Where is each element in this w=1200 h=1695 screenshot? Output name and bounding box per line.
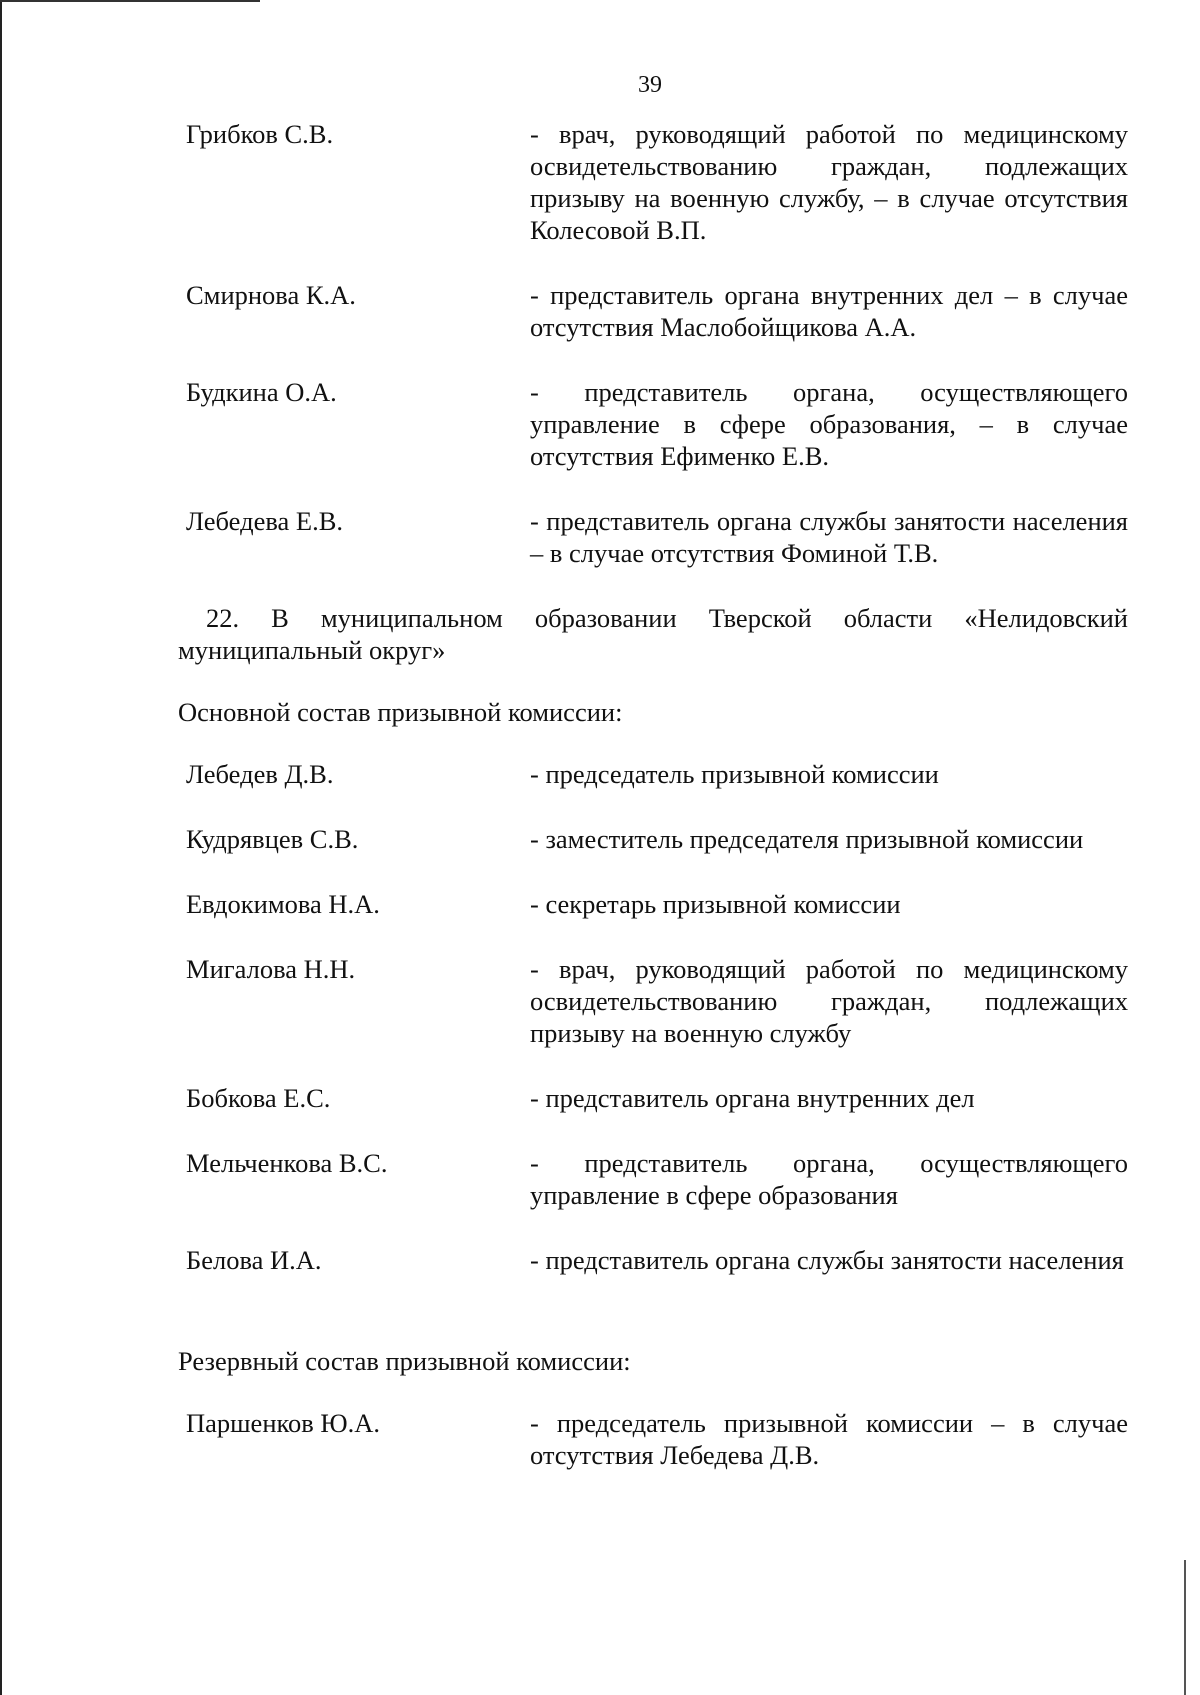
scan-edge-right: [1184, 1560, 1186, 1695]
member-row: [178, 953, 1128, 1049]
member-role: - представитель органа службы занятости населения: [530, 1245, 1124, 1275]
member-name: Мигалова Н.Н.: [186, 954, 356, 984]
member-row: [178, 758, 1128, 790]
reserve-composition-title: Резервный состав призывной комиссии:: [178, 1346, 631, 1376]
member-row: [178, 888, 1128, 920]
member-row: [178, 1082, 1128, 1114]
member-name: Лебедева Е.В.: [186, 506, 344, 536]
member-name: Белова И.А.: [186, 1245, 322, 1275]
member-role: - представитель органа службы занятости населения – в случае отсутствия Фоминой Т.В.: [530, 506, 1128, 568]
member-row: [178, 279, 1128, 343]
member-role: - председатель призывной комиссии – в случае отсутствия Лебедева Д.В.: [530, 1408, 1128, 1470]
spacer: [178, 1309, 1128, 1345]
member-name: Мельченкова В.С.: [186, 1148, 388, 1178]
member-row: [178, 376, 1128, 472]
member-role: - секретарь призывной комиссии: [530, 889, 901, 919]
scan-edge-left: [0, 0, 2, 1695]
main-composition-title: Основной состав призывной комиссии:: [178, 697, 623, 727]
document-body: [178, 118, 1128, 1504]
member-name: Кудрявцев С.В.: [186, 824, 359, 854]
member-name: Смирнова К.А.: [186, 280, 356, 310]
member-name: Грибков С.В.: [186, 119, 334, 149]
scan-edge-top: [0, 0, 260, 2]
member-row: [178, 1244, 1128, 1276]
member-name: Будкина О.А.: [186, 377, 337, 407]
member-role: - представитель органа внутренних дел – в случае отсутствия Маслобойщикова А.А.: [530, 280, 1128, 342]
member-row: [178, 823, 1128, 855]
section-22-heading: 22. В муниципальном образовании Тверской области «Нелидовский муниципальный округ»: [178, 603, 1128, 665]
member-role: - представитель органа, осуществляющего управление в сфере образования: [530, 1148, 1128, 1210]
member-role: - врач, руководящий работой по медицинскому освидетельствованию граждан, подлежащих призыву на военную службу, – в случае отсутствия Колесовой В.П.: [530, 119, 1128, 245]
member-role: - представитель органа внутренних дел: [530, 1083, 975, 1113]
member-name: Евдокимова Н.А.: [186, 889, 380, 919]
member-name: Лебедев Д.В.: [186, 759, 334, 789]
member-role: - представитель органа, осуществляющего управление в сфере образования, – в случае отсутствия Ефименко Е.В.: [530, 377, 1128, 471]
member-row: [178, 505, 1128, 569]
member-name: Бобкова Е.С.: [186, 1083, 331, 1113]
member-row: [178, 1407, 1128, 1471]
member-row: [178, 1147, 1128, 1211]
member-row: [178, 118, 1128, 246]
member-role: - председатель призывной комиссии: [530, 759, 939, 789]
member-role: - врач, руководящий работой по медицинскому освидетельствованию граждан, подлежащих призыву на военную службу: [530, 954, 1128, 1048]
page-number: 39: [638, 72, 662, 98]
member-name: Паршенков Ю.А.: [186, 1408, 381, 1438]
member-role: - заместитель председателя призывной комиссии: [530, 824, 1084, 854]
